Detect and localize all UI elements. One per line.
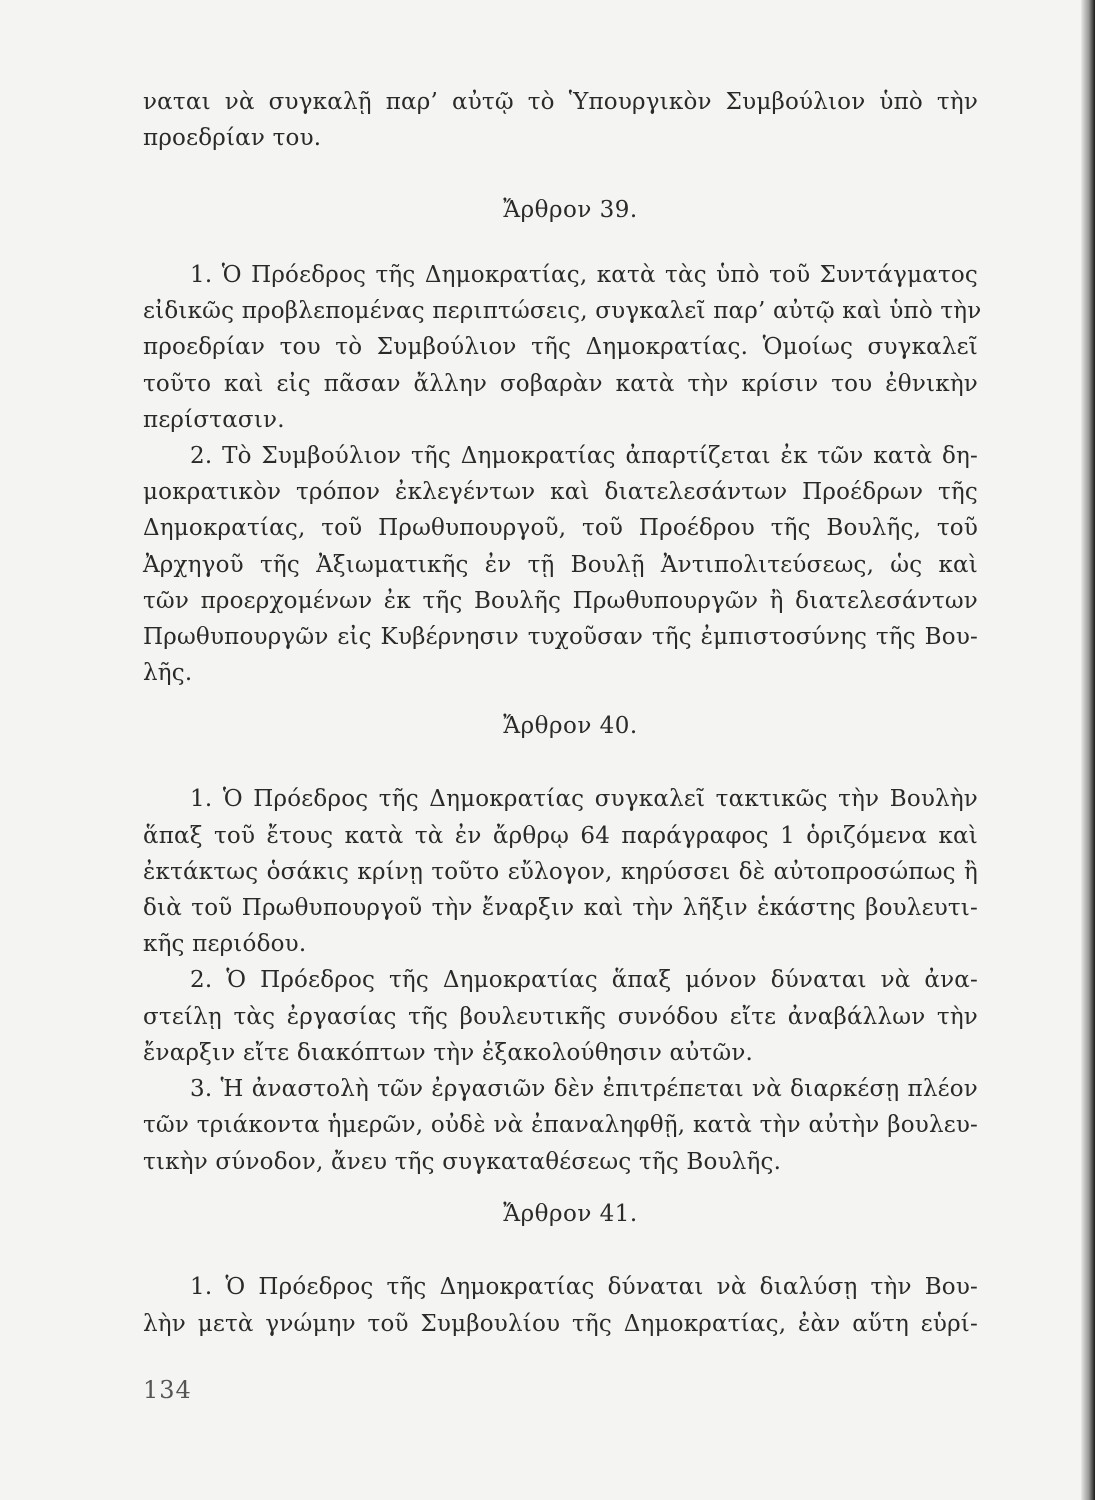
- text-line: προεδρίαν του.: [143, 125, 322, 151]
- text-line: τῶν προερχομένων ἐκ τῆς Βουλῆς Πρωθυπουργῶν ἢ διατελεσάντων: [143, 588, 978, 614]
- article-heading: Ἄρθρον 41.: [503, 1201, 638, 1227]
- text-line: εἰδικῶς προβλεπομένας περιπτώσεις, συγκαλεῖ παρ’ αὐτῷ καὶ ὑπὸ τὴν: [143, 298, 982, 324]
- text-line: Ἀρχηγοῦ τῆς Ἀξιωματικῆς ἐν τῇ Βουλῇ Ἀντιπολιτεύσεως, ὡς καὶ: [143, 552, 978, 578]
- text-line: ναται νὰ συγκαλῇ παρ’ αὐτῷ τὸ Ὑπουργικὸν Συμβούλιον ὑπὸ τὴν: [143, 89, 978, 115]
- text-line: τικὴν σύνοδον, ἄνευ τῆς συγκαταθέσεως τῆς Βουλῆς.: [143, 1149, 782, 1175]
- scan-edge-shadow: [1081, 0, 1095, 1500]
- text-line: διὰ τοῦ Πρωθυπουργοῦ τὴν ἔναρξιν καὶ τὴν λῆξιν ἑκάστης βουλευτι-: [143, 895, 978, 921]
- text-line: ἅπαξ τοῦ ἔτους κατὰ τὰ ἐν ἄρθρῳ 64 παράγραφος 1 ὁριζόμενα καὶ: [143, 823, 978, 849]
- text-line: περίστασιν.: [143, 407, 285, 433]
- text-line: 2. Ὁ Πρόεδρος τῆς Δημοκρατίας ἅπαξ μόνον δύναται νὰ ἀνα-: [190, 967, 978, 993]
- text-line: στείλῃ τὰς ἐργασίας τῆς βουλευτικῆς συνόδου εἴτε ἀναβάλλων τὴν: [143, 1004, 978, 1030]
- text-line: 1. Ὁ Πρόεδρος τῆς Δημοκρατίας δύναται νὰ διαλύσῃ τὴν Βου-: [190, 1274, 978, 1300]
- text-line: 2. Τὸ Συμβούλιον τῆς Δημοκρατίας ἀπαρτίζεται ἐκ τῶν κατὰ δη-: [190, 443, 978, 469]
- text-line: ἐκτάκτως ὁσάκις κρίνῃ τοῦτο εὔλογον, κηρύσσει δὲ αὐτοπροσώπως ἢ: [143, 859, 978, 885]
- text-line: Πρωθυπουργῶν εἰς Κυβέρνησιν τυχοῦσαν τῆς ἐμπιστοσύνης τῆς Βου-: [143, 624, 978, 650]
- text-line: τῶν τριάκοντα ἡμερῶν, οὐδὲ νὰ ἐπαναληφθῇ, κατὰ τὴν αὐτὴν βουλευ-: [143, 1112, 978, 1138]
- text-line: ἔναρξιν εἴτε διακόπτων τὴν ἐξακολούθησιν αὐτῶν.: [143, 1040, 754, 1066]
- text-line: προεδρίαν του τὸ Συμβούλιον τῆς Δημοκρατίας. Ὁμοίως συγκαλεῖ: [143, 334, 978, 360]
- text-line: μοκρατικὸν τρόπον ἐκλεγέντων καὶ διατελεσάντων Προέδρων τῆς: [143, 479, 978, 505]
- article-heading: Ἄρθρον 40.: [503, 713, 638, 739]
- text-line: λῆς.: [143, 660, 193, 686]
- text-line: λὴν μετὰ γνώμην τοῦ Συμβουλίου τῆς Δημοκρατίας, ἐὰν αὕτη εὑρί-: [143, 1311, 978, 1337]
- page-number: 134: [143, 1376, 192, 1404]
- text-line: Δημοκρατίας, τοῦ Πρωθυπουργοῦ, τοῦ Προέδρου τῆς Βουλῆς, τοῦ: [143, 515, 978, 541]
- text-line: κῆς περιόδου.: [143, 931, 307, 957]
- article-heading: Ἄρθρον 39.: [503, 197, 638, 223]
- text-line: 3. Ἡ ἀναστολὴ τῶν ἐργασιῶν δὲν ἐπιτρέπεται νὰ διαρκέσῃ πλέον: [190, 1076, 978, 1102]
- text-line: 1. Ὁ Πρόεδρος τῆς Δημοκρατίας, κατὰ τὰς ὑπὸ τοῦ Συντάγματος: [190, 262, 978, 288]
- text-line: 1. Ὁ Πρόεδρος τῆς Δημοκρατίας συγκαλεῖ τακτικῶς τὴν Βουλὴν: [190, 786, 978, 812]
- text-line: τοῦτο καὶ εἰς πᾶσαν ἄλλην σοβαρὰν κατὰ τὴν κρίσιν του ἐθνικὴν: [143, 371, 978, 397]
